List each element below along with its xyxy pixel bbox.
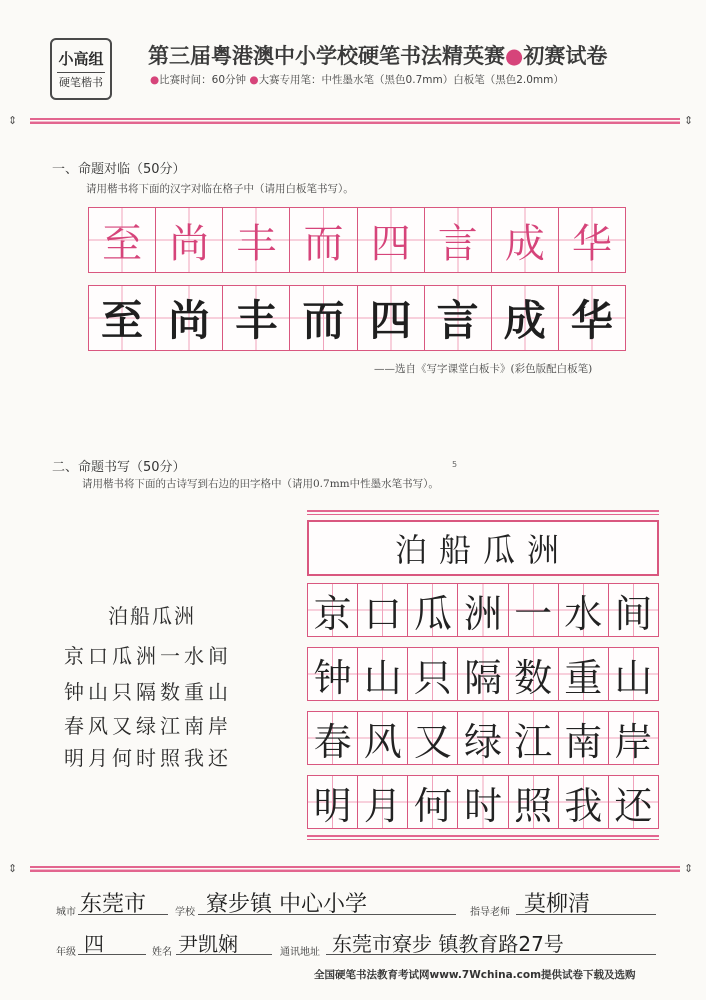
handwritten-char: 江 [514,719,553,764]
scroll-ornament-icon: ⇕ [8,114,18,127]
grid-cell [509,584,559,636]
written-row [307,583,659,637]
model-char: 尚 [169,220,210,267]
poem-line: 明月何时照我还 [64,746,232,770]
grade-label: 年级 [56,947,76,958]
handwritten-char: 隔 [463,655,502,700]
grid-cell [408,776,458,828]
copied-char: 四 [369,296,412,345]
grid-cell [408,584,458,636]
grid-cell [308,776,358,828]
grid-cell [492,286,559,350]
grid-cell [609,712,658,764]
section1-instruction: 请用楷书将下面的汉字对临在格子中（请用白板笔书写）。 [86,183,354,195]
grid-cell [509,776,559,828]
handwritten-char: 还 [614,783,653,828]
written-row [307,711,659,765]
handwritten-char: 钟 [313,655,352,700]
section2-heading: 二、命题书写（50分） [52,460,186,475]
grid-cell [458,776,508,828]
handwritten-char: 岸 [614,719,653,764]
scroll-ornament-icon: ⇕ [684,114,694,127]
page-mark: 5 [452,460,458,469]
grid-cell [408,712,458,764]
teacher-field[interactable]: 莫柳清 [524,892,591,917]
handwritten-char: 水 [564,591,603,636]
section2-instruction: 请用楷书将下面的古诗写到右边的田字格中（请用0.7mm中性墨水笔书写）。 [82,478,439,490]
badge-category: 硬笔楷书 [59,75,103,89]
grid-cell [89,286,156,350]
footer-divider [30,866,680,872]
header-divider [30,118,680,124]
address-label: 通讯地址 [280,947,320,958]
handwritten-char: 南 [564,719,603,764]
title-tail: 初赛试卷 [523,44,608,68]
grid-cell [308,648,358,700]
handwritten-char: 时 [463,783,502,828]
poem-box-bottombar [307,835,659,840]
city-field[interactable]: 东莞市 [80,892,147,917]
copied-char: 尚 [168,296,211,345]
grid-cell [425,208,492,272]
grid-cell [559,712,609,764]
grid-cell [408,648,458,700]
handwritten-char: 间 [614,591,653,636]
grid-cell [509,648,559,700]
city-label: 城市 [56,907,76,918]
section1-heading: 一、命题对临（50分） [52,162,186,177]
name-field[interactable]: 尹凯娴 [178,932,238,956]
grid-cell [358,776,408,828]
grid-cell [358,712,408,764]
copy-char-row [88,285,626,351]
badge-level: 小高组 [58,49,104,68]
grid-cell [559,584,609,636]
grid-cell [156,286,223,350]
written-row [307,775,659,829]
written-title-box [307,520,659,576]
model-char: 华 [571,220,612,267]
grid-cell [290,286,357,350]
handwritten-char: 山 [363,655,402,700]
exam-time: 比赛时间：60分钟 [159,74,247,86]
grid-cell [358,208,425,272]
poem-line: 钟山只隔数重山 [64,680,232,704]
handwritten-char: 绿 [463,719,502,764]
handwritten-char: 口 [363,591,402,636]
written-row [307,647,659,701]
written-poem-title: 泊船瓜洲 [394,531,571,569]
grid-cell [425,286,492,350]
grid-cell [223,208,290,272]
grid-cell [559,776,609,828]
scroll-ornament-icon: ⇕ [684,862,694,875]
handwritten-char: 明 [313,783,352,828]
handwritten-char: 瓜 [413,591,452,636]
handwritten-char: 我 [564,783,603,828]
model-char-row [88,207,626,273]
badge-divider [57,72,105,73]
handwritten-char: 何 [413,783,452,828]
grid-cell [609,776,658,828]
grid-cell [308,712,358,764]
bullet-icon: ● [150,74,160,86]
grid-cell [358,648,408,700]
handwritten-char: 月 [363,783,402,828]
handwritten-char: 山 [614,655,653,700]
scroll-ornament-icon: ⇕ [8,862,18,875]
grid-cell [492,208,559,272]
bullet-icon: ● [249,74,259,86]
grid-cell [308,584,358,636]
model-char: 四 [370,220,411,267]
name-label: 姓名 [152,947,172,958]
level-badge [50,38,112,100]
copied-char: 成 [503,296,546,345]
grid-cell [156,208,223,272]
handwritten-char: 风 [363,719,402,764]
footer-text: 全国硬笔书法教育考试网www.7Wchina.com提供试卷下载及选购 [314,969,636,981]
grid-cell [290,208,357,272]
grid-cell [559,648,609,700]
address-field[interactable]: 东莞市寮步 镇教育路27号 [332,932,564,956]
grid-cell [458,648,508,700]
handwritten-char: 照 [514,783,553,828]
handwritten-char: 一 [514,591,553,636]
exam-info [150,72,564,87]
handwritten-char: 春 [313,719,352,764]
handwritten-char: 数 [514,655,553,700]
poem-line: 春风又绿江南岸 [64,714,232,738]
title-main: 第三届粤港澳中小学校硬笔书法精英赛 [148,44,505,68]
grid-cell [358,584,408,636]
teacher-label: 指导老师 [470,907,510,918]
copied-char: 而 [302,296,345,345]
copied-char: 至 [101,296,144,345]
grade-field[interactable]: 四 [84,932,104,956]
poem-box-topbar [307,510,659,515]
model-char: 丰 [236,220,277,267]
model-char: 而 [303,220,344,267]
model-char: 言 [437,220,478,267]
school-label: 学校 [175,907,195,918]
source-note: ——选自《写字课堂白板卡》(彩色版配白板笔) [374,363,593,375]
grid-cell [609,584,658,636]
grid-cell [609,648,658,700]
grid-cell [458,712,508,764]
grid-cell [89,208,156,272]
handwritten-char: 洲 [463,591,502,636]
copied-char: 言 [436,296,479,345]
model-char: 至 [102,220,143,267]
model-char: 成 [504,220,545,267]
poem-title: 泊船瓜洲 [108,604,196,628]
grid-cell [559,208,625,272]
grid-cell [358,286,425,350]
handwritten-char: 京 [313,591,352,636]
handwritten-char: 又 [413,719,452,764]
page-title [148,40,607,70]
grid-cell [223,286,290,350]
grid-cell [559,286,625,350]
handwritten-char: 只 [413,655,452,700]
copied-char: 华 [570,296,613,345]
handwritten-char: 重 [564,655,603,700]
exam-pens: 大赛专用笔：中性墨水笔（黑色0.7mm）白板笔（黑色2.0mm） [258,74,564,86]
school-field[interactable]: 寮步镇 中心小学 [206,892,367,917]
grid-cell [458,584,508,636]
title-dot: ● [505,44,524,68]
copied-char: 丰 [235,296,278,345]
grid-cell [509,712,559,764]
poem-line: 京口瓜洲一水间 [64,644,232,668]
